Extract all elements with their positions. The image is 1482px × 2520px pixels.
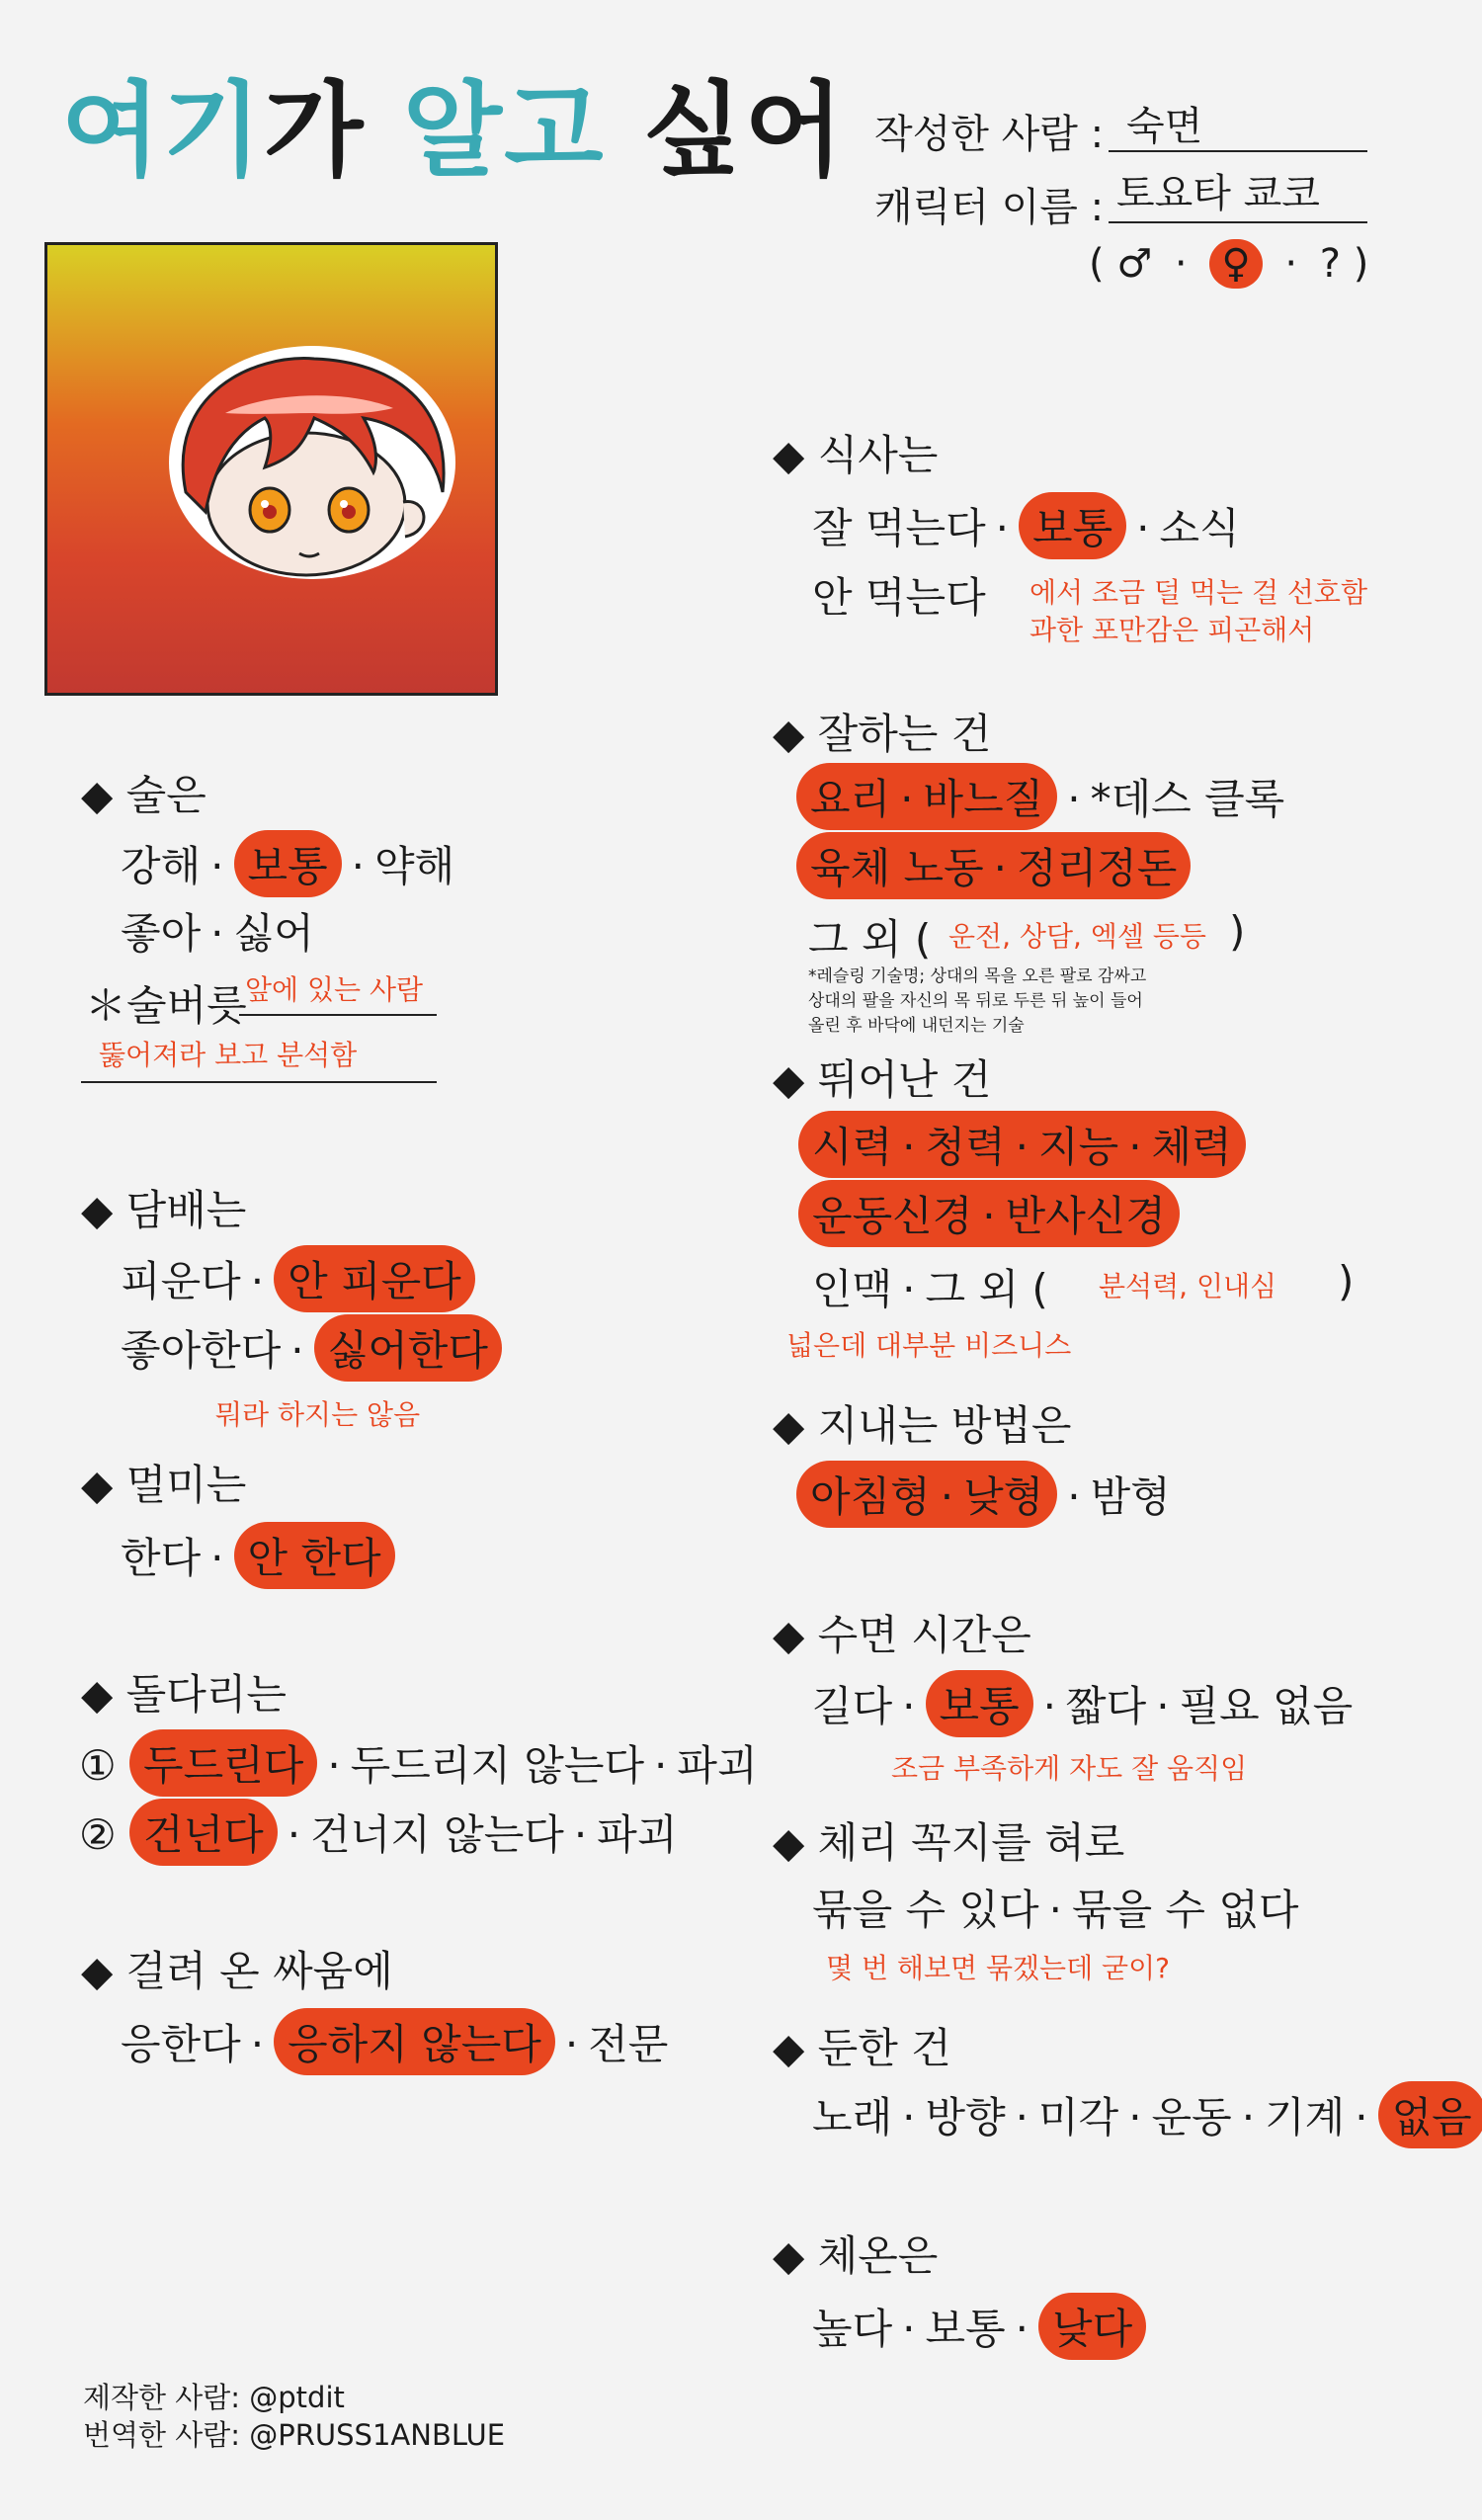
author-underline <box>1109 150 1367 152</box>
motion-heading: ◆ 멀미는 <box>81 1461 247 1509</box>
cherry-heading: ◆ 체리 꼭지를 혀로 <box>773 1818 1125 1867</box>
excel-row-3: 인맥 · 그 외 ( <box>812 1265 1048 1313</box>
bridge-heading: ◆ 돌다리는 <box>81 1670 287 1719</box>
life-heading: ◆ 지내는 방법은 <box>773 1401 1072 1450</box>
meal-row-2: 안 먹는다 <box>812 573 986 622</box>
tobacco-note: 뭐라 하지는 않음 <box>215 1398 421 1431</box>
meal-note-2: 과한 포만감은 피곤해서 <box>1029 614 1315 646</box>
sleep-note: 조금 부족하게 자도 잘 움직임 <box>891 1752 1248 1785</box>
motion-row: 한다 · 안 한다 <box>121 1522 395 1589</box>
character-value: 토요타 쿄코 <box>1116 171 1320 216</box>
bridge-row-2: ② 건넌다 · 건너지 않는다 · 파괴 <box>79 1799 677 1866</box>
excel-row-2: 운동신경 · 반사신경 <box>798 1180 1180 1247</box>
good-row-1: 요리 · 바느질 · *데스 클록 <box>796 763 1284 830</box>
cherry-row: 묶을 수 있다 · 묶을 수 없다 <box>812 1886 1299 1934</box>
gender-selector: ( ♂ · ♀ · ? ) <box>1089 241 1369 287</box>
character-label: 캐릭터 이름 : <box>874 185 1105 230</box>
unknown-symbol: ? <box>1319 241 1342 287</box>
good-heading: ◆ 잘하는 건 <box>773 710 992 758</box>
alcohol-like-row: 좋아 · 싫어 <box>121 909 314 958</box>
maker-credit: 제작한 사람: @ptdit <box>83 2381 345 2414</box>
excel-heading: ◆ 뛰어난 건 <box>773 1055 992 1104</box>
female-symbol: ♀ <box>1209 239 1262 289</box>
character-underline <box>1109 221 1367 223</box>
excel-other-close: ) <box>1338 1257 1355 1305</box>
habit-underline-1 <box>239 1014 437 1016</box>
author-value: 숙면 <box>1126 104 1203 149</box>
good-other-label: 그 외 ( <box>808 915 932 964</box>
male-symbol: ♂ <box>1116 241 1153 287</box>
alcohol-habit-label: ＊술버릇 <box>85 981 247 1030</box>
alcohol-heading: ◆ 술은 <box>81 771 206 819</box>
sleep-heading: ◆ 수면 시간은 <box>773 1611 1031 1659</box>
cherry-note: 몇 번 해보면 묶겠는데 굳이? <box>826 1952 1170 1984</box>
good-row-2: 육체 노동 · 정리정돈 <box>796 832 1191 899</box>
translator-credit: 번역한 사람: @PRUSS1ANBLUE <box>83 2418 506 2452</box>
good-other-close: ) <box>1229 907 1246 956</box>
tobacco-heading: ◆ 담배는 <box>81 1186 247 1234</box>
bridge-row-1: ① 두드린다 · 두드리지 않는다 · 파괴 <box>79 1729 758 1797</box>
temp-row: 높다 · 보통 · 낮다 <box>812 2293 1146 2360</box>
temp-heading: ◆ 체온은 <box>773 2231 939 2280</box>
habit-underline-2 <box>81 1081 437 1083</box>
character-avatar <box>47 245 495 693</box>
excel-row-1: 시력 · 청력 · 지능 · 체력 <box>798 1111 1246 1178</box>
meal-note-1: 에서 조금 덜 먹는 걸 선호함 <box>1029 576 1368 609</box>
deathclock-footnote: *레슬링 기술명; 상대의 목을 오른 팔로 감싸고 상대의 팔을 자신의 목 뒤로 두른 뒤 높이 들어 올린 후 바닥에 내던지는 기술 <box>808 966 1147 1036</box>
fight-heading: ◆ 걸려 온 싸움에 <box>81 1947 393 1995</box>
tobacco-like-row: 좋아한다 · 싫어한다 <box>121 1314 502 1382</box>
good-other-note: 운전, 상담, 엑셀 등등 <box>948 920 1206 953</box>
meal-row-1: 잘 먹는다 · 보통 · 소식 <box>812 492 1240 559</box>
fight-row: 응한다 · 응하지 않는다 · 전문 <box>121 2008 668 2075</box>
life-row: 아침형 · 낮형 · 밤형 <box>796 1461 1171 1528</box>
author-label: 작성한 사람 : <box>874 112 1105 157</box>
dull-heading: ◆ 둔한 건 <box>773 2024 951 2072</box>
alcohol-strength-row: 강해 · 보통 · 약해 <box>121 830 454 897</box>
tobacco-smoke-row: 피운다 · 안 피운다 <box>121 1245 475 1312</box>
excel-note: 넓은데 대부분 비즈니스 <box>786 1329 1072 1362</box>
alcohol-habit-note2: 뚫어져라 보고 분석함 <box>99 1039 358 1071</box>
excel-other-note: 분석력, 인내심 <box>1099 1270 1277 1302</box>
dull-row: 노래 · 방향 · 미각 · 운동 · 기계 · 없음 <box>812 2081 1482 2148</box>
character-portrait <box>44 242 498 696</box>
page-title: 여기가 알고 싶어 <box>61 70 846 191</box>
meal-heading: ◆ 식사는 <box>773 431 939 479</box>
alcohol-habit-note1: 앞에 있는 사람 <box>245 973 424 1006</box>
sleep-row: 길다 · 보통 · 짧다 · 필요 없음 <box>812 1670 1353 1737</box>
